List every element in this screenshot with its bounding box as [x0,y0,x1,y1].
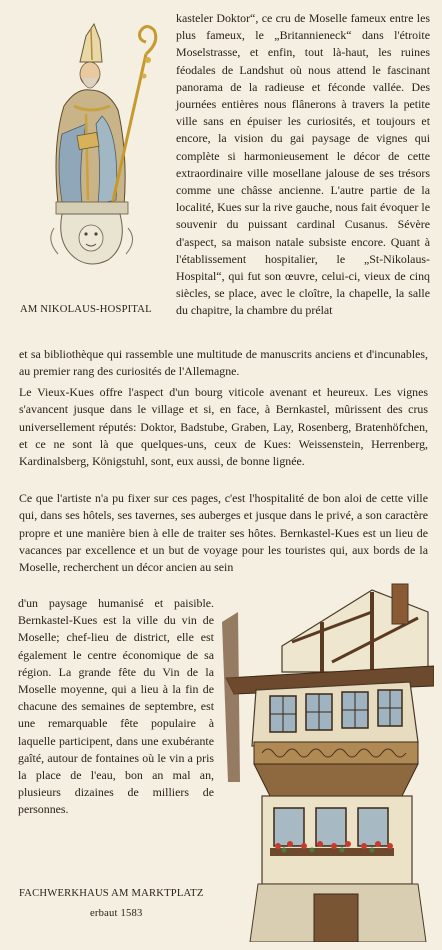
caption-fachwerkhaus: FACHWERKHAUS AM MARKTPLATZ [19,888,204,899]
paragraph-vieux-kues: Le Vieux-Kues offre l'aspect d'un bourg viticole avenant et heureux. Les vignes s'avancent jusque dans le village et si, en face, à Bernkastel, mûrissent des crus universellement réputés: Doktor, Badstube, Graben, Lay, Rosenberg, Bratenhöfchen, et ce ne sont là que quelques-uns, ceux de Kues: Weissenstein, Herrenberg, Kardinalsberg, Königstuhl, sont, eux aussi, de bonne lignée. [19,385,428,469]
paragraph-hospitality: Ce que l'artiste n'a pu fixer sur ces pages, c'est l'hospitalité de bon aloi de cette ville qui, dans ses hôtels, ses tavernes, ses auberges et jusque dans le privé, a son caractère propre et une manière bien à elle de traiter ses hôtes. Bernkastel-Kues est un lieu de vacances par excellence et un but de voyage pour les touristes qui, aux bords de la Moselle, recherchent un décor ancien au sein [19,491,428,575]
paragraph-wine-festival: d'un paysage humanisé et paisible. Bernkastel-Kues est la ville du vin de Moselle; chef-lieu de district, elle est également le centre économique de sa région. La grande fête du Vin de la Moselle moyenne, qui a lieu à la fin de chacune des semaines de septembre, est une remarquable fête populaire à laquelle participent, dans une exubérante gaîté, autour de fontaines où le vin a pris la place de l'eau, bon an mal an, plusieurs dizaines de milliers de personnes. [18,596,214,817]
caption-built-date: erbaut 1583 [90,908,143,919]
nikolaus-statue-illustration [28,14,168,284]
paragraph-intro-continued: et sa bibliothèque qui rassemble une multitude de manuscrits anciens et d'incunables, au premier rang des curiosités de l'Allemagne. [19,347,428,379]
paragraph-intro-right: kasteler Doktor“, ce cru de Moselle fameux entre les plus fameux, le „Britannieneck“ dans l'étroite Moselstrasse, et enfin, tout là-haut, les ruines féodales de Landshut où nous attend le fascinant panorama de la radieuse et féconde vallée. Des journées entières nous flânerons à travers la petite ville sans en épuiser les curiosités, et toujours et encore, la vision du gai paysage de vignes qui complète si harmonieusement le décor de cette extraordinaire ville mosellane jalouse de ses trésors comme une châsse ancienne. L'autre partie de la localité, Kues sur la rive gauche, nous fait évoquer le souvenir du puissant cardinal Cusanus. Sévère d'aspect, sa maison natale subsiste encore. Quant à l'établissement hospitalier, le „St-Nikolaus-Hospital“, qui fut son œuvre, celui-ci, vieux de cinq siècles, se place, avec le cloître, la chapelle, la salle du chapitre, la chambre du prélat [176,11,430,318]
fachwerkhaus-illustration [222,582,434,942]
caption-nikolaus-hospital: AM NIKOLAUS-HOSPITAL [20,304,152,315]
